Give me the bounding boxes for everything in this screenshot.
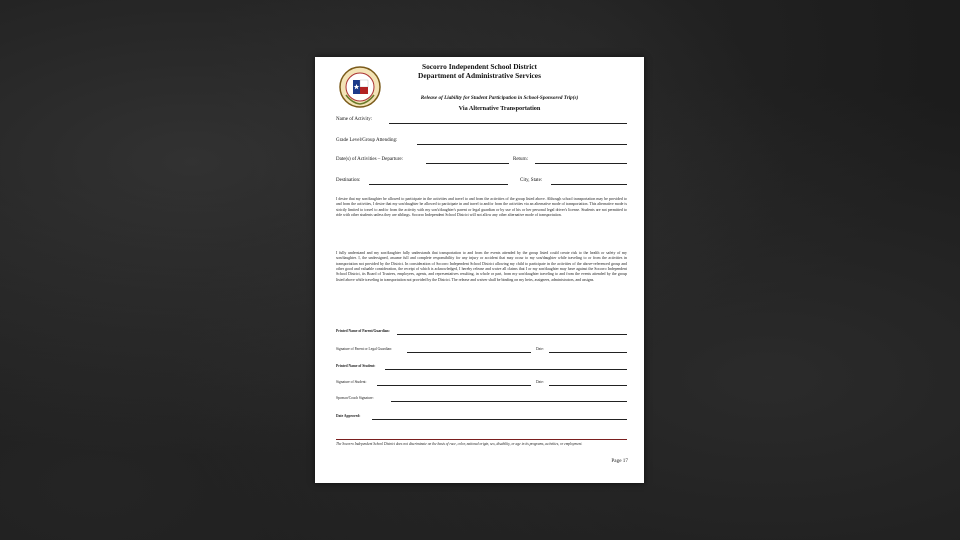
district-name: Socorro Independent School District [421, 62, 538, 71]
student-signature-label: Signature of Student: [336, 380, 367, 384]
destination-line [369, 184, 508, 185]
return-label: Return: [513, 157, 528, 162]
departure-line [426, 163, 509, 164]
parent-signature-line [407, 352, 531, 353]
activity-label: Name of Activity: [336, 117, 373, 122]
dates-label: Date(s) of Activities – Departure: [336, 157, 403, 162]
document-page [315, 57, 644, 483]
activity-line [389, 123, 627, 124]
date-approved-line [372, 419, 627, 420]
grade-label: Grade Level/Group Attending: [336, 138, 398, 143]
date-line-2 [549, 385, 627, 386]
nondiscrimination-notice: The Socorro Independent School District does not discriminate on the basis of race, color, national origin, sex, disability, or age in its programs, activities, or employment. [336, 442, 583, 446]
page-number: Page 17 [611, 458, 628, 464]
city-line [551, 184, 627, 185]
consent-paragraph: I desire that my son/daughter be allowed to participate in the activities and travel to and from the activities of the group listed above. Although school transportation may be provided to and from the activities, I desire that my son/daughter be allowed to participate in and travel to and/or from the activities via an alternative mode of transportation. This alternative mode is strictly limited to travel to and/or from the activity with my son's/daughter's parent or legal guardian or by use of his or her personal legal driver's license. Students are not permitted to ride with other students unless they are siblings. Socorro Independent School District will not allow any other alternative mode of transportation. [336, 197, 627, 218]
form-subtitle: Release of Liability for Student Participation in School-Sponsored Trip(s) [420, 95, 579, 101]
parent-name-label: Printed Name of Parent/Guardian: [336, 329, 390, 333]
form-title: Via Alternative Transportation [458, 105, 541, 112]
destination-label: Destination: [336, 178, 361, 183]
release-paragraph: I fully understand and my son/daughter fully understands that transportation to and from the events attended by the group listed could create risk to the health or safety of my son/daughter. I, the undersigned, assume full and complete responsibility for any injury or accident that may occur to my son/daughter while traveling to or from the activities in transportation not provided by the District. In consideration of Socorro Independent School District allowing my child to participate in the activities of the above-referenced group and other good and valuable consideration, the receipt of which is acknowledged, I hereby release and waive all claims that I or my son/daughter may have against the Socorro Independent School District, its Board of Trustees, employees, agents, and representatives resulting, in whole or part, from my son/daughter traveling to and from the events attended by the group listed above while traveling in transportation not provided by the District. The release and waiver shall be binding on my heirs, assignees, administrators, and assigns. [336, 251, 627, 282]
footer-rule [336, 439, 627, 440]
date-line-1 [549, 352, 627, 353]
return-line [535, 163, 627, 164]
department-name: Department of Administrative Services [418, 71, 541, 80]
student-signature-line [377, 385, 531, 386]
date-label-1: Date: [536, 347, 544, 351]
city-label: City, State: [520, 178, 543, 183]
sponsor-signature-line [391, 401, 627, 402]
date-label-2: Date: [536, 380, 544, 384]
parent-signature-label: Signature of Parent or Legal Guardian: [336, 347, 392, 351]
sponsor-signature-label: Sponsor/Coach Signature: [336, 396, 374, 400]
student-name-line [385, 369, 627, 370]
parent-name-line [397, 334, 627, 335]
grade-line [417, 144, 627, 145]
date-approved-label: Date Approved: [336, 414, 361, 418]
student-name-label: Printed Name of Student: [336, 364, 376, 368]
